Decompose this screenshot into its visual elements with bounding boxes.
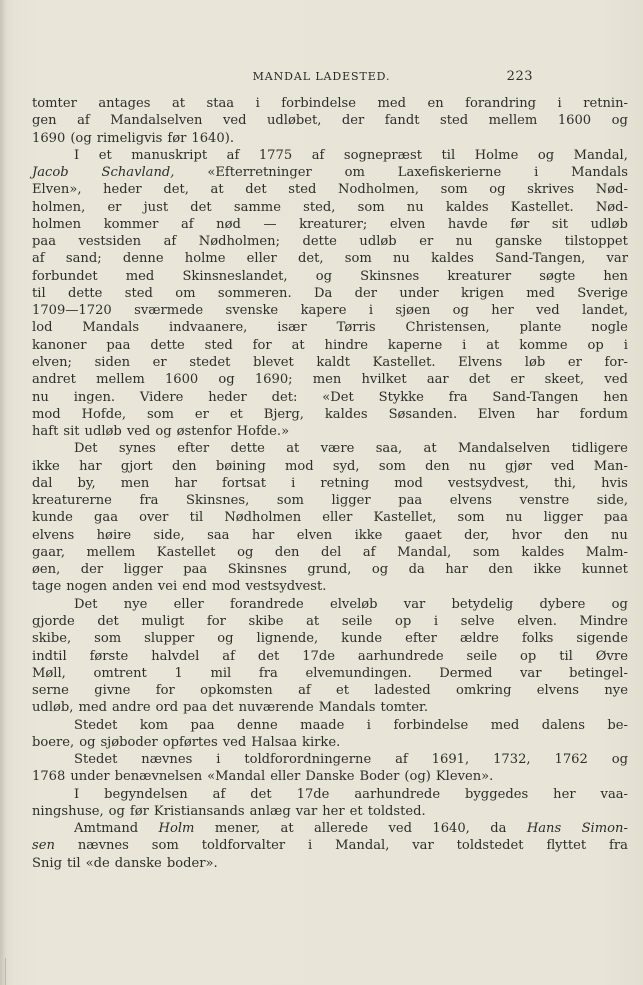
text-line: lod Mandals indvaanere, især Tørris Christensen, plante nogle [32, 320, 628, 336]
text-line: andret mellem 1600 og 1690; men hvilket aar det er skeet, ved [32, 372, 628, 388]
page-number: 223 [506, 69, 533, 84]
text-line: Det nye eller forandrede elveløb var betydelig dybere og [74, 596, 628, 612]
text-line: elvens høire side, saa har elven ikke gaaet der, hvor den nu [32, 527, 628, 543]
text-line: gaar, mellem Kastellet og den del af Mandal, som kaldes Malm- [32, 544, 628, 560]
text-line: paa vestsiden af Nødholmen; dette udløb er nu ganske tilstoppet [32, 234, 628, 250]
text-line: udløb, med andre ord paa det nuværende Mandals tomter. [32, 700, 429, 716]
text-line: mod Hofde, som er et Bjerg, kaldes Søsanden. Elven har fordum [32, 406, 628, 422]
paragraph [32, 751, 628, 786]
text-line: skibe, som slupper og lignende, kunde efter ældre folks sigende [32, 631, 628, 647]
text-line: elven; siden er stedet blevet kaldt Kastellet. Elvens løb er for- [32, 354, 628, 370]
text-line: 1768 under benævnelsen «Mandal eller Danske Boder (og) Kleven». [32, 769, 494, 785]
paragraph [32, 717, 628, 752]
paragraph [32, 596, 628, 717]
text-line: ningshuse, og før Kristiansands anlæg var her et toldsted. [32, 803, 426, 819]
text-line: serne givne for opkomsten af et ladested omkring elvens nye [32, 683, 628, 699]
text-line: Elven», heder det, at det sted Nodholmen, som og skrives Nød- [32, 182, 628, 198]
binding-shadow [0, 0, 6, 985]
text-line: holmen, er just det samme sted, som nu kaldes Kastellet. Nød- [32, 199, 628, 215]
text-line: kunde gaa over til Nødholmen eller Kastellet, som nu ligger paa [32, 510, 628, 526]
text-line: haft sit udløb ved og østenfor Hofde.» [32, 424, 290, 440]
text-line: Møll, omtrent 1 mil fra elvemundingen. Dermed var betingel- [32, 665, 628, 681]
text-line: dal by, men har fortsat i retning mod vestsydvest, thi, hvis [32, 475, 628, 491]
text-line: Stedet nævnes i toldforordningerne af 1691, 1732, 1762 og [74, 752, 628, 768]
text-line: tage nogen anden vei end mod vestsydvest. [32, 579, 327, 595]
text-line: gen af Mandalselven ved udløbet, der fandt sted mellem 1600 og [32, 113, 628, 129]
text-line: kreaturerne fra Skinsnes, som ligger paa elvens venstre side, [32, 493, 628, 509]
text-line: ikke har gjort den bøining mod syd, som den nu gjør ved Man- [32, 458, 628, 474]
text-line: Det synes efter dette at være saa, at Mandalselven tidligere [74, 441, 628, 457]
paragraph [32, 786, 628, 821]
text-line: gjorde det muligt for skibe at seile op i selve elven. Mindre [32, 613, 628, 629]
text-line: tomter antages at staa i forbindelse med en forandring i retnin- [32, 96, 628, 111]
text-line: sen nævnes som toldforvalter i Mandal, var toldstedet flyttet fra [32, 838, 628, 854]
text-line: 1709—1720 sværmede svenske kapere i sjøen og her ved landet, [32, 303, 628, 319]
text-line: Amtmand Holm mener, at allerede ved 1640, da Hans Simon- [74, 821, 628, 837]
text-line: indtil første halvdel af det 17de aarhundrede seile op til Øvre [32, 648, 628, 664]
text-line: Jacob Schavland, «Efterretninger om Laxefiskerierne i Mandals [32, 165, 628, 181]
text-line: til dette sted om sommeren. Da der under krigen med Sverige [32, 285, 628, 301]
text-line: øen, der ligger paa Skinsnes grund, og da har den ikke kunnet [32, 562, 628, 578]
text-line: I begyndelsen af det 17de aarhundrede byggedes her vaa- [74, 786, 628, 802]
page-fold-mark [5, 958, 26, 985]
paragraph [32, 440, 628, 595]
text-line: af sand; denne holme eller det, som nu kaldes Sand-Tangen, var [32, 251, 628, 267]
paragraph [32, 147, 628, 441]
text-line: Snig til «de danske boder». [32, 855, 218, 871]
text-line: holmen kommer af nød — kreaturer; elven havde før sit udløb [32, 216, 628, 232]
text-line: I et manuskript af 1775 af sognepræst til Holme og Mandal, [74, 147, 628, 163]
text-line: 1690 (og rimeligvis før 1640). [32, 130, 234, 146]
paragraph [32, 95, 628, 147]
text-line: Stedet kom paa denne maade i forbindelse med dalens be- [74, 717, 628, 733]
text-line: forbundet med Skinsneslandet, og Skinsnes kreaturer søgte hen [32, 268, 628, 284]
running-head [0, 70, 643, 90]
body-text [32, 95, 628, 872]
text-line: nu ingen. Videre heder det: «Det Stykke fra Sand-Tangen hen [32, 389, 628, 405]
running-title: MANDAL LADESTED. [252, 70, 391, 83]
text-line: boere, og sjøboder opførtes ved Halsaa kirke. [32, 734, 341, 750]
text-line: kanoner paa dette sted for at hindre kaperne i at komme op i [32, 337, 628, 353]
paragraph [32, 820, 628, 872]
